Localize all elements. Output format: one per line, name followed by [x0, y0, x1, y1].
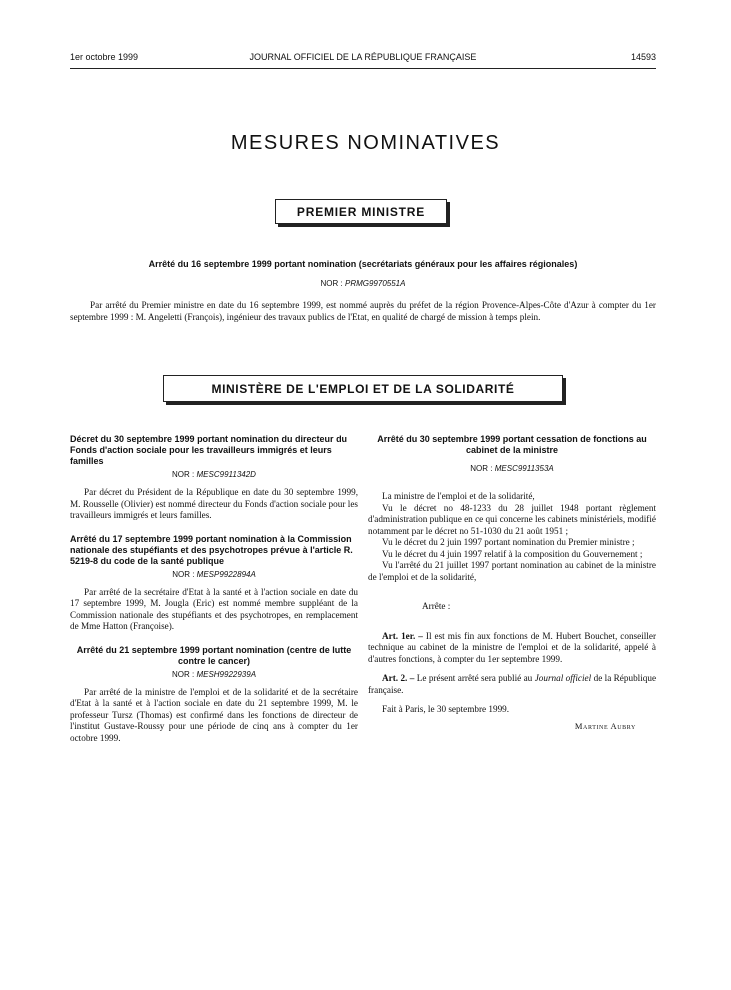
page-header [70, 52, 656, 69]
nor-label: NOR : [470, 464, 493, 473]
section-heading-premier-ministre: PREMIER MINISTRE [275, 199, 447, 224]
nor-reference [70, 570, 358, 579]
left-column [70, 434, 358, 744]
fait-a-paris: Fait à Paris, le 30 septembre 1999. [382, 704, 510, 714]
article-2-text-after: de la République française. [368, 673, 657, 695]
article-2-text-before: Le présent arrêté sera publié au [416, 673, 533, 683]
arrete-title: Arrêté du 21 septembre 1999 portant nomination (centre de lutte contre le cancer) [76, 644, 352, 666]
header-page-number: 14593 [630, 52, 656, 62]
arrete-title: Arrêté du 30 septembre 1999 portant cessation de fonctions au cabinet de la ministre [377, 434, 647, 455]
article-2-label: Art. 2. – [382, 673, 415, 683]
nor-code: MESH9922939A [196, 669, 257, 679]
right-column [368, 434, 656, 731]
nor-label: NOR : [172, 569, 195, 579]
page-title: MESURES NOMINATIVES [230, 132, 501, 154]
nor-reference [70, 670, 358, 679]
article-2 [368, 673, 656, 696]
arrete-paragraph: Par arrêté du Premier ministre en date du 16 septembre 1999, est nommé auprès du préfet de la région Provence-Alpes-Côte d'Azur à compter du 1er septembre 1999 : M. Angeletti (François), ingénieur des travaux publics de l'Etat, en qualité de chargé de mission à temps plein. [70, 300, 656, 322]
nor-code: MESC9911353A [494, 464, 554, 473]
vu-clause: Vu le décret no 48-1233 du 28 juillet 1948 portant règlement d'administration publique en ce qui concerne les cabinets ministériels, modifié notamment par le décret no 51-1030 du 21 août 1951 ; [368, 502, 656, 536]
journal-officiel-title: Journal officiel [534, 673, 592, 683]
header-journal-title: JOURNAL OFFICIEL DE LA RÉPUBLIQUE FRANÇAISE [249, 52, 477, 62]
arrete-title: Arrêté du 17 septembre 1999 portant nomination à la Commission nationale des stupéfiants et des psychotropes prévue à l'article R. 5219-8 du code de la santé publique [70, 533, 353, 566]
nor-label: NOR : [320, 279, 343, 288]
decret-text: Par décret du Président de la République en date du 30 septembre 1999, M. Rousselle (Olivier) est nommé directeur du Fonds d'action sociale pour les travailleurs immigrés et leurs familles. [70, 487, 358, 520]
nor-code: MESP9922894A [196, 569, 256, 579]
section-heading-ministere-emploi: MINISTÈRE DE L'EMPLOI ET DE LA SOLIDARITÉ [163, 375, 563, 402]
header-date: 1er octobre 1999 [70, 52, 139, 62]
arrete-text: Par arrêté de la secrétaire d'Etat à la santé et à l'action sociale en date du 17 septembre 1999, M. Jougla (Eric) est nommé membre suppléant de la Commission nationale des stupéfiants et des psychotropes, en remplacement de Mme Hatton (Françoise). [70, 586, 358, 631]
nor-code: PRMG9970551A [344, 279, 406, 288]
decret-title: Décret du 30 septembre 1999 portant nomination du directeur du Fonds d'action sociale pour les travailleurs immigrés et leurs familles [70, 434, 348, 466]
nor-reference [368, 464, 656, 473]
arrete-word: Arrête : [422, 601, 451, 611]
article-1-label: Art. 1er. – [382, 630, 423, 641]
nor-code: MESC9911342D [196, 470, 256, 479]
vu-clause: Vu le décret du 4 juin 1997 relatif à la composition du Gouvernement ; [382, 548, 643, 559]
article-1 [368, 631, 656, 666]
vu-clause: Vu l'arrêté du 21 juillet 1997 portant nomination au cabinet de la ministre de l'emploi et de la solidarité, [368, 560, 656, 582]
nor-label: NOR : [171, 669, 195, 679]
article-1-text: Il est mis fin aux fonctions de M. Hubert Bouchet, conseiller technique au cabinet de la ministre de l'emploi et de la solidarité, appelé à d'autres fonctions, à compter du 1er septembre 1999. [368, 630, 657, 664]
arrete-text: Par arrêté de la ministre de l'emploi et de la solidarité et de la secrétaire d'Etat à la santé et à l'action sociale en date du 21 septembre 1999, M. le professeur Tursz (Thomas) est confirmé dans les fonctions de directeur de l'institut Gustave-Roussy pour une période de cinq ans à compter du 1er octobre 1999. [70, 686, 358, 743]
arrete-title: Arrêté du 16 septembre 1999 portant nomination (secrétariats généraux pour les affaires régionales) [148, 259, 578, 269]
nor-label: NOR : [172, 470, 195, 479]
nor-reference [70, 470, 358, 479]
signature: Martine Aubry [574, 720, 636, 731]
nor-reference [70, 279, 656, 288]
intro-text: La ministre de l'emploi et de la solidarité, [382, 491, 535, 501]
vu-clause: Vu le décret du 2 juin 1997 portant nomination du Premier ministre ; [382, 537, 635, 547]
